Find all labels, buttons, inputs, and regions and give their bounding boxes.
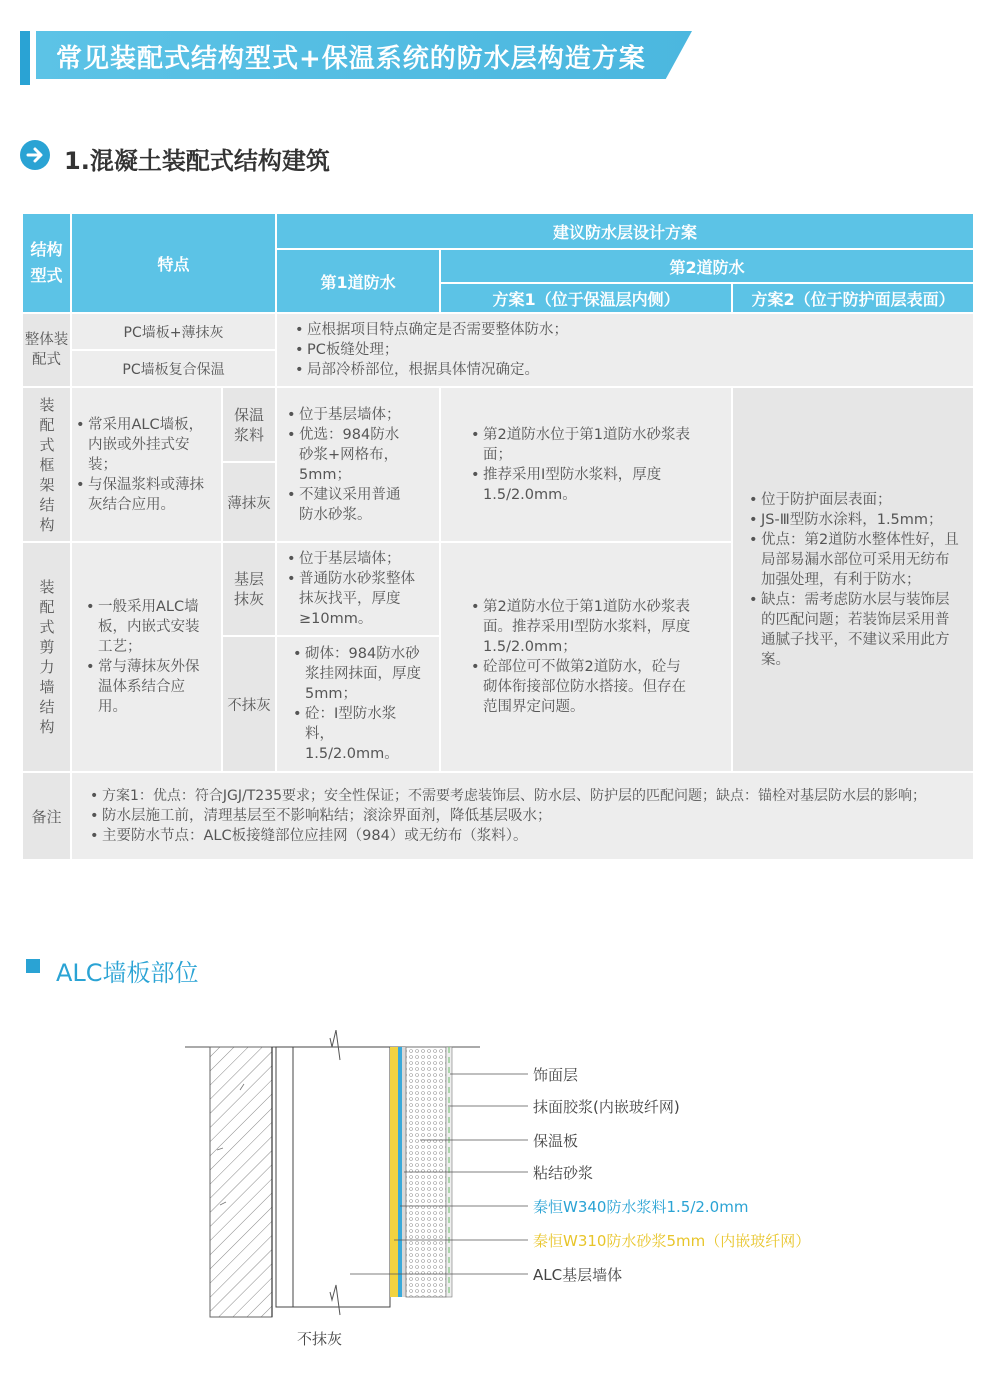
list-item: • 常与薄抹灰外保温体系结合应用。	[98, 657, 201, 717]
list-item: • 第2道防水位于第1道防水砂浆表面；	[483, 425, 701, 465]
header-structure-type: 结构型式	[22, 213, 71, 313]
banner-title: 常见装配式结构型式+保温系统的防水层构造方案	[56, 44, 646, 74]
w340-layer	[398, 1047, 402, 1297]
alc-section-title: ALC墙板部位	[56, 959, 199, 987]
note-label: 备注	[22, 772, 71, 860]
list-item: • 一般采用ALC墙板，内嵌式安装工艺；	[98, 597, 201, 657]
concrete-wall	[210, 1047, 272, 1317]
header-plan-2: 方案2（位于防护面层表面）	[732, 283, 974, 313]
list-item: • 位于防护面层表面；	[761, 490, 959, 510]
diagram-caption: 不抹灰	[297, 1330, 343, 1348]
row-type-frame: 装配式框架结构	[22, 387, 71, 542]
row-type-integral: 整体装配式	[22, 313, 71, 387]
header-layer-2: 第2道防水	[440, 249, 974, 283]
list-item: • 缺点：需考虑防水层与装饰层的匹配问题；若装饰层采用普通腻子找平，不建议采用此方案。	[761, 590, 959, 670]
banner-accent-bar	[20, 31, 30, 85]
sub-insulation-slurry: 保温浆料	[222, 387, 276, 462]
label-render-mortar: 抹面胶浆(内嵌玻纤网)	[533, 1098, 680, 1116]
header-scheme: 建议防水层设计方案	[276, 213, 974, 249]
label-w310: 秦恒W310防水砂浆5mm（内嵌玻纤网）	[533, 1232, 811, 1250]
waterproof-scheme-table	[21, 212, 975, 861]
sub-thin-plaster: 薄抹灰	[222, 462, 276, 542]
label-w340: 秦恒W340防水浆料1.5/2.0mm	[533, 1198, 749, 1216]
list-item: • 与保温浆料或薄抹灰结合应用。	[88, 475, 215, 515]
list-item: • 砼：Ⅰ型防水浆料，1.5/2.0mm。	[305, 704, 425, 764]
section-title: 1.混凝土装配式结构建筑	[64, 147, 330, 175]
sub-no-plaster: 不抹灰	[222, 636, 276, 772]
header-plan-1: 方案1（位于保温层内侧）	[440, 283, 732, 313]
label-alc-base: ALC基层墙体	[533, 1266, 623, 1284]
arrow-right-circle-icon	[20, 140, 50, 170]
list-item: • 应根据项目特点确定是否需要整体防水；	[307, 320, 963, 340]
label-bonding-mortar: 粘结砂浆	[533, 1164, 594, 1182]
list-item: • 砌体：984防水砂浆挂网抹面，厚度5mm；	[305, 644, 425, 704]
feature-pc-thin-plaster: PC墙板+薄抹灰	[71, 313, 276, 350]
list-item: • 砼部位可不做第2道防水，砼与砌体衔接部位防水搭接。但存在范围界定问题。	[483, 657, 691, 717]
list-item: • 第2道防水位于第1道防水砂浆表面。推荐采用Ⅰ型防水浆料，厚度1.5/2.0mm；	[483, 597, 691, 657]
shear-feature	[71, 542, 222, 772]
sub-base-plaster: 基层抹灰	[222, 542, 276, 636]
w310-layer	[390, 1047, 398, 1297]
list-item: • 位于基层墙体；	[299, 405, 411, 425]
shear-layer-1-no-plaster	[276, 636, 440, 772]
integral-requirements	[276, 313, 974, 387]
header-layer-1: 第1道防水	[276, 249, 440, 313]
frame-feature	[71, 387, 222, 542]
list-item: • 推荐采用Ⅰ型防水浆料，厚度1.5/2.0mm。	[483, 465, 701, 505]
alc-wall-section-diagram	[180, 1030, 540, 1320]
list-item: • 防水层施工前，清理基层至不影响粘结；滚涂界面剂，降低基层吸水；	[102, 806, 965, 826]
list-item: • 优点：第2道防水整体性好，且局部易漏水部位可采用无纺布加强处理，有利于防水；	[761, 530, 959, 590]
frame-plan-1	[440, 387, 732, 542]
shear-plan-1	[440, 542, 732, 772]
shear-layer-1-base	[276, 542, 440, 636]
label-finish: 饰面层	[533, 1066, 579, 1084]
label-insulation-board: 保温板	[533, 1132, 579, 1150]
list-item: • 普通防水砂浆整体抹灰找平，厚度≥10mm。	[299, 569, 427, 629]
list-item: • 不建议采用普通防水砂浆。	[299, 485, 411, 525]
list-item: • JS-Ⅲ型防水涂料，1.5mm；	[761, 510, 959, 530]
list-item: • 主要防水节点：ALC板接缝部位应挂网（984）或无纺布（浆料）。	[102, 826, 965, 846]
square-bullet-icon	[26, 959, 40, 973]
list-item: • 常采用ALC墙板，内嵌或外挂式安装；	[88, 415, 215, 475]
list-item: • 方案1：优点：符合JGJ/T235要求；安全性保证；不需要考虑装饰层、防水层、防护层的匹配问题；缺点：锚栓对基层防水层的影响；	[102, 786, 965, 806]
note-content	[71, 772, 974, 860]
list-item: • 优选：984防水砂浆+网格布，5mm；	[299, 425, 411, 485]
frame-layer-1	[276, 387, 440, 542]
plan-2-details	[732, 387, 974, 772]
list-item: • PC板缝处理；	[307, 340, 963, 360]
feature-pc-composite-insulation: PC墙板复合保温	[71, 350, 276, 387]
list-item: • 位于基层墙体；	[299, 549, 427, 569]
list-item: • 局部冷桥部位，根据具体情况确定。	[307, 360, 963, 380]
header-feature: 特点	[71, 213, 276, 313]
row-type-shear-wall: 装配式剪力墙结构	[22, 542, 71, 772]
